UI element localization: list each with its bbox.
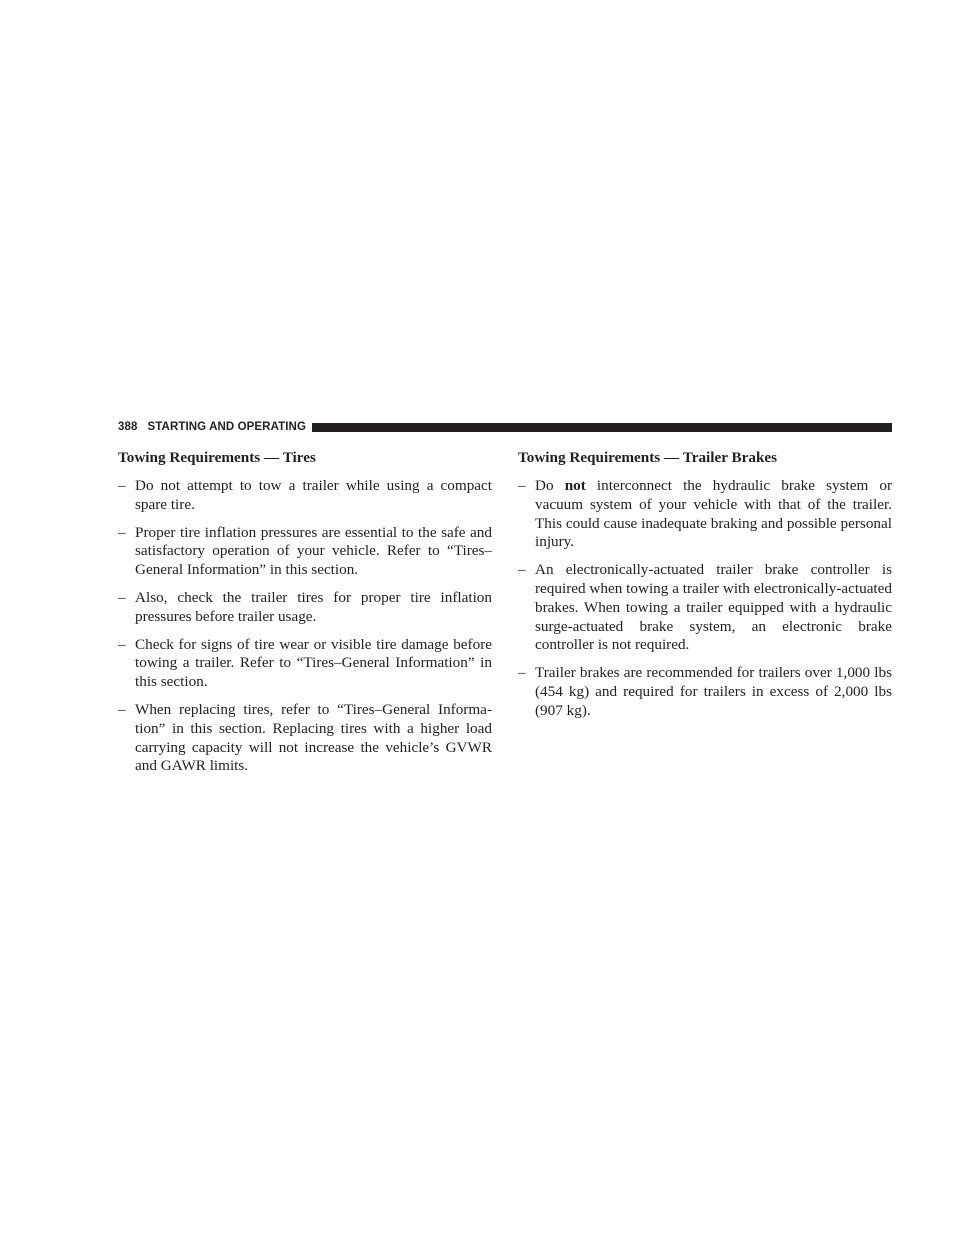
list-item-text: Also, check the trailer tires for proper tire inflation pressures before trailer usage.	[135, 588, 492, 625]
dash-bullet: –	[518, 664, 526, 682]
list-item	[118, 477, 492, 515]
dash-bullet: –	[518, 561, 526, 579]
list-item-text-pre: Do	[535, 477, 554, 494]
list-item	[118, 701, 492, 776]
tires-list	[118, 477, 492, 776]
emphasis-not: not	[564, 477, 586, 494]
list-item	[518, 477, 892, 552]
list-item	[118, 589, 492, 627]
page-header	[118, 420, 892, 434]
dash-bullet: –	[118, 588, 126, 606]
list-item	[118, 636, 492, 692]
header-rule	[312, 423, 892, 432]
trailer-brakes-list	[518, 477, 892, 721]
section-title: STARTING AND OPERATING	[147, 421, 307, 433]
trailer-brakes-heading: Towing Requirements — Trailer Brakes	[518, 449, 778, 466]
dash-bullet: –	[518, 477, 526, 494]
dash-bullet: –	[118, 700, 126, 718]
list-item-text-post: interconnect the hydraulic brake system or vacuum system of your vehicle with that of the trailer. This could cause inadequate braking and possible personal injury.	[535, 477, 893, 551]
list-item	[518, 664, 892, 720]
page-number: 388	[118, 421, 138, 433]
list-item	[518, 561, 892, 655]
list-item-text: When replacing tires, refer to “Tires–General Information” in this section. Replacing tires with a higher load carrying capacity will not increase the vehicle’s GVWR and GAWR limits.	[135, 700, 492, 775]
dash-bullet: –	[118, 523, 126, 541]
list-item-text: An electronically-actuated trailer brake controller is required when towing a trailer with electronically-actuated brakes. When towing a trailer equipped with a hydraulic surge-actuated brake system, an electronic brake controller is not required.	[535, 561, 892, 654]
list-item-text: Do not attempt to tow a trailer while using a compact spare tire.	[135, 477, 492, 513]
dash-bullet: –	[118, 477, 126, 494]
dash-bullet: –	[118, 635, 126, 653]
right-column	[518, 448, 892, 730]
left-column	[118, 448, 492, 785]
tires-heading: Towing Requirements — Tires	[118, 449, 316, 466]
list-item-text: Trailer brakes are recommended for trailers over 1,000 lbs (454 kg) and required for trailers in excess of 2,000 lbs (907 kg).	[535, 664, 892, 719]
list-item	[118, 524, 492, 580]
list-item-text: Check for signs of tire wear or visible tire damage before towing a trailer. Refer to “Tires–General Information” in this section.	[135, 635, 492, 691]
list-item-text: Proper tire inflation pressures are essential to the safe and satisfactory operation of your vehicle. Refer to “Tires–General Information” in this section.	[135, 523, 492, 579]
